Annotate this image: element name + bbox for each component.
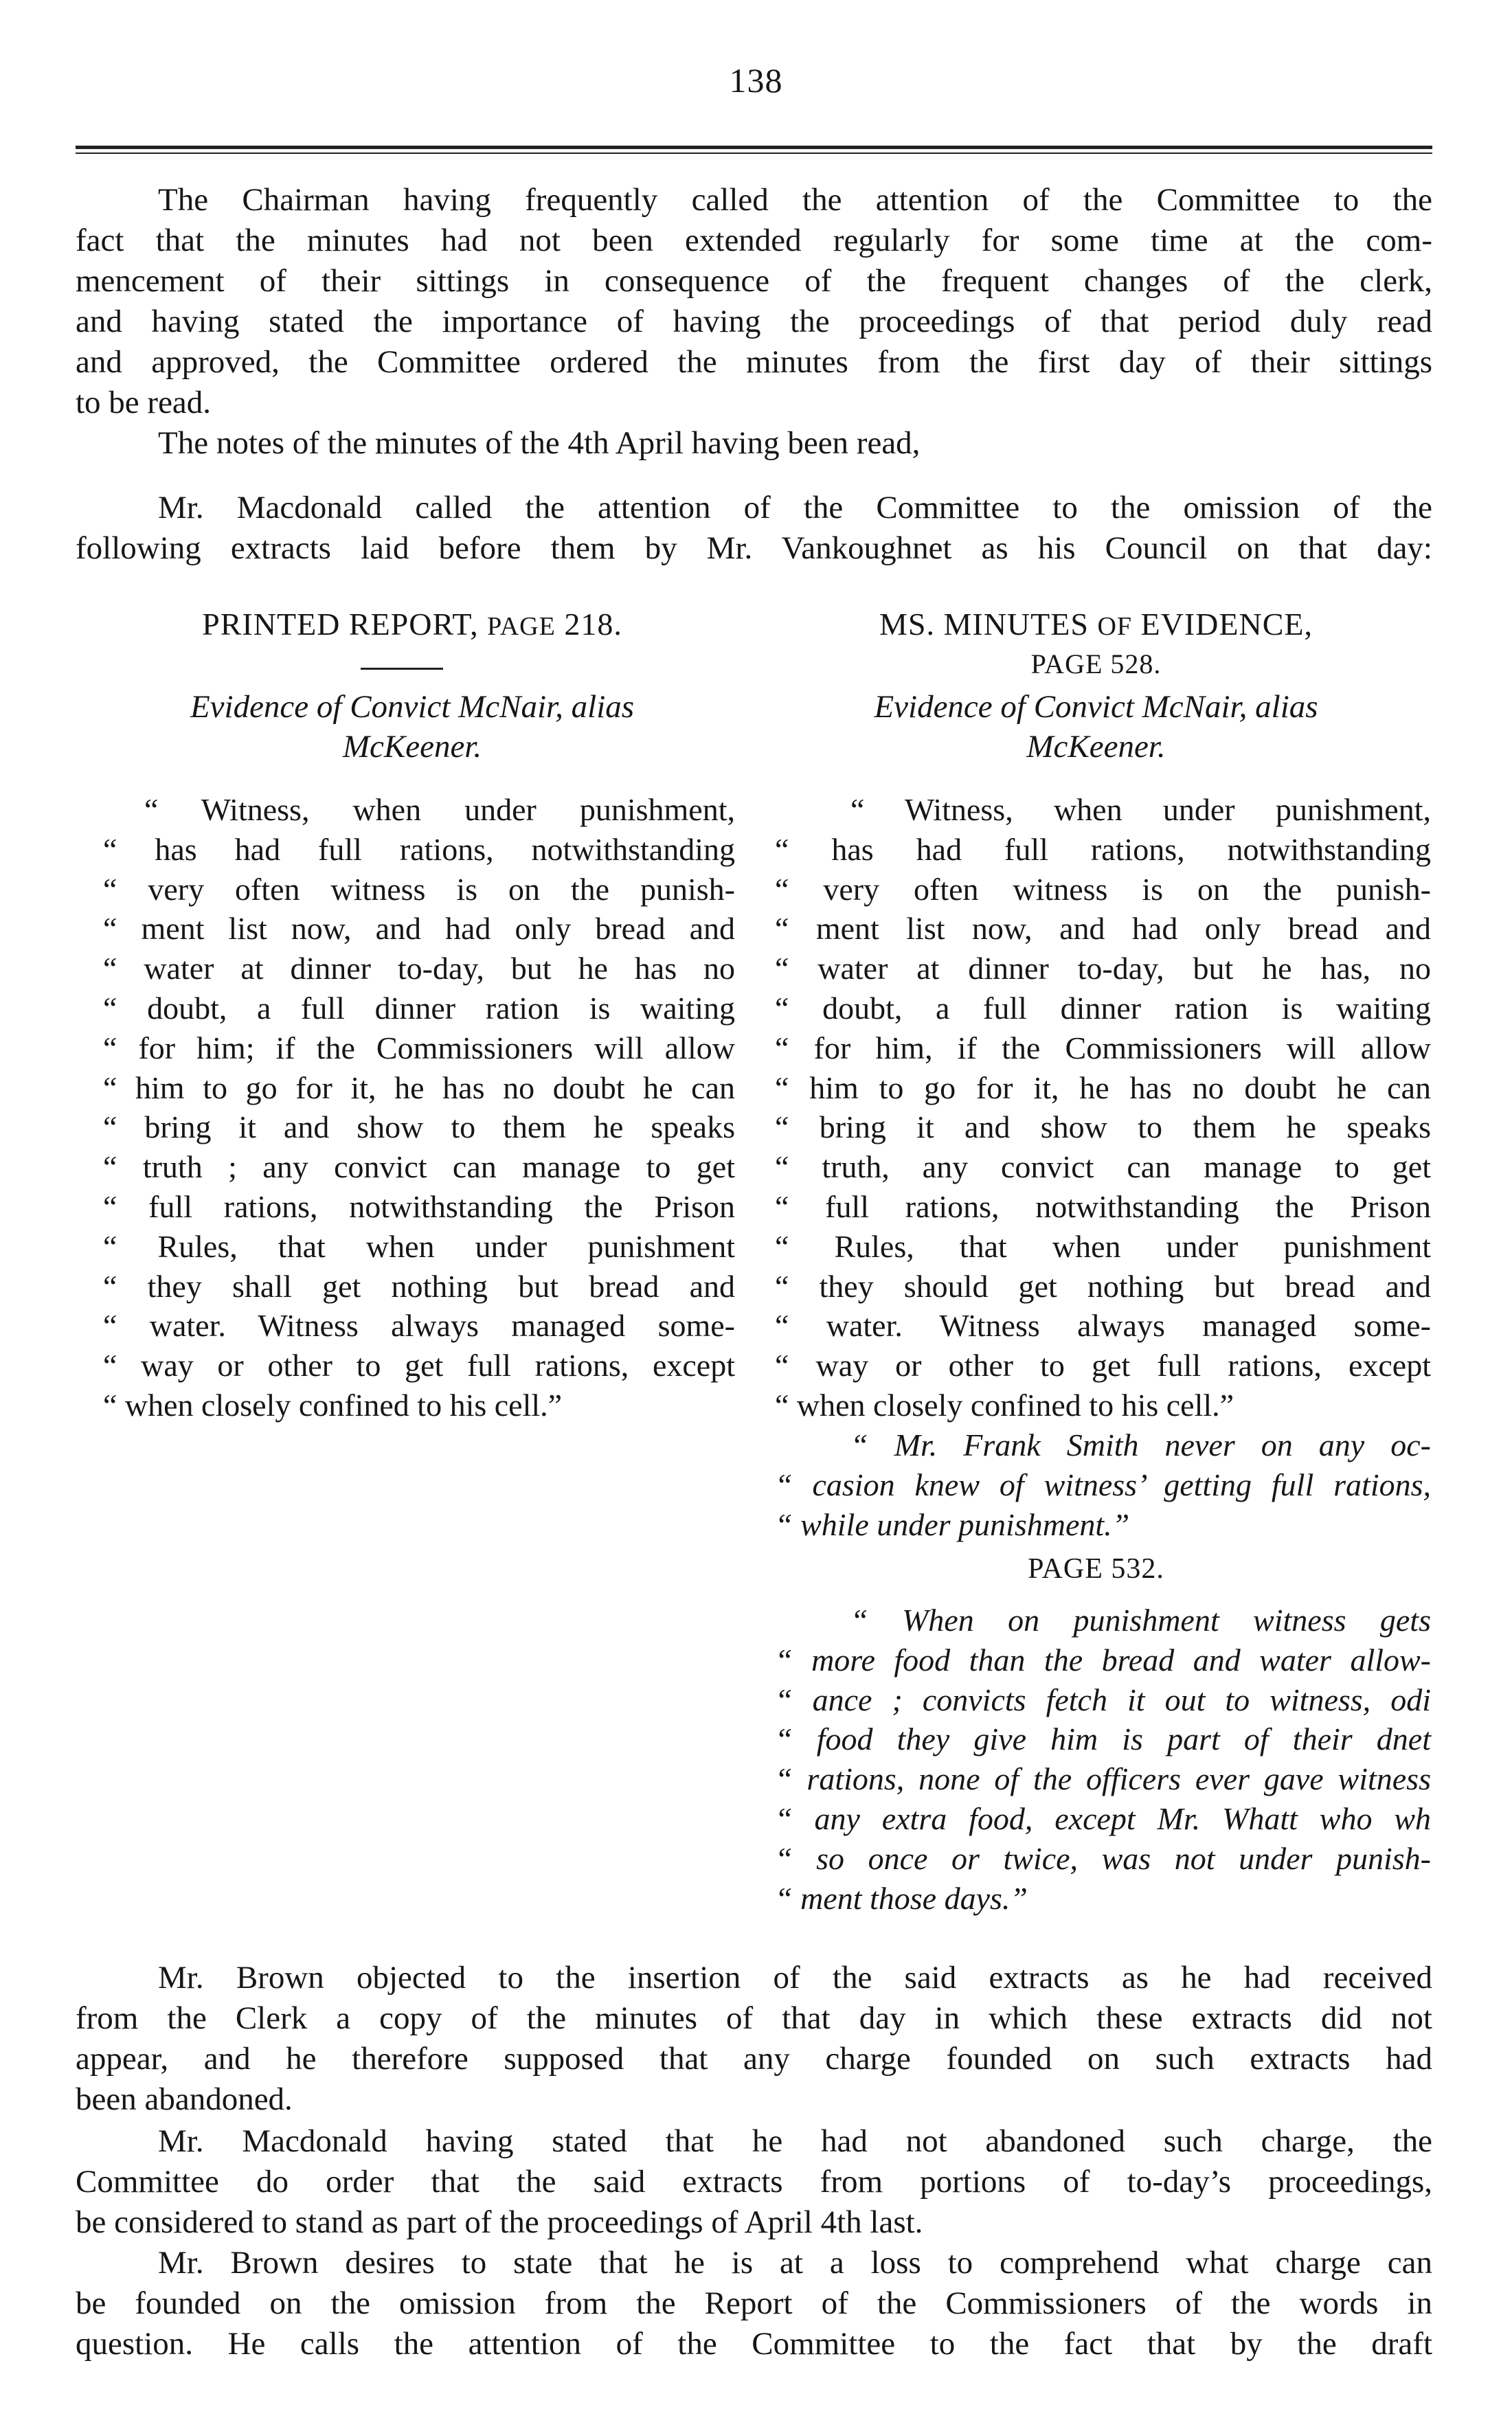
intro-paragraph <box>76 180 1432 464</box>
right-quote <box>775 790 1431 1425</box>
macdonald-line: following extracts laid before them by Mr. Vankoughnet as his Council on that day: <box>76 530 1432 566</box>
page-532-heading: PAGE 532. <box>1028 1553 1164 1585</box>
brown-paragraph <box>76 1958 1432 2120</box>
brown-statement-paragraph <box>76 2243 1432 2364</box>
quote-line: “ way or other to get full rations, except <box>103 1348 735 1383</box>
left-subhead: Evidence of Convict McNair, alias McKeener. <box>190 689 635 765</box>
page-number: 138 <box>729 61 783 100</box>
quote-line: “ water. Witness always managed some- <box>103 1308 735 1344</box>
statement-line: Mr. Brown desires to state that he is at a loss to comprehend what charge can <box>158 2245 1432 2281</box>
quote-line: “ for him; if the Commissioners will allow <box>103 1030 735 1065</box>
statement-line: question. He calls the attention of the Committee to the fact that by the draft <box>76 2326 1432 2362</box>
header-rule-thin <box>76 152 1432 154</box>
quote-line: “ so once or twice, was not under punish- <box>775 1840 1431 1876</box>
frank-smith-quote <box>775 1425 1431 1544</box>
brown-line: been abandoned. <box>76 2081 293 2117</box>
intro-line: and approved, the Committee ordered the minutes from the first day of their sittings <box>76 344 1432 380</box>
quote-line: “ Rules, that when under punishment <box>775 1228 1431 1264</box>
quote-line: “ bring it and show to them he speaks <box>775 1109 1431 1145</box>
quote-line: “ truth ; any convict can manage to get <box>103 1149 735 1185</box>
quote-line: “ water at dinner to-day, but he has no <box>103 951 735 986</box>
quote-line: “ him to go for it, he has no doubt he can <box>775 1070 1431 1105</box>
quote-line: “ doubt, a full dinner ration is waiting <box>103 990 735 1026</box>
header-rule-thick <box>76 146 1432 149</box>
notes-line: The notes of the minutes of the 4th April having been read, <box>158 425 921 461</box>
quote-line: “ ment list now, and had only bread and <box>775 911 1431 947</box>
intro-line: to be read. <box>76 385 212 420</box>
quote-line: “ very often witness is on the punish- <box>103 871 735 907</box>
quote-line: “ Rules, that when under punishment <box>103 1228 735 1264</box>
quote-line: “ rations, none of the officers ever gave witness <box>775 1761 1431 1797</box>
left-column-heading: PRINTED REPORT, PAGE 218. <box>202 607 622 642</box>
quote-line: “ has had full rations, notwithstanding <box>103 831 735 867</box>
intro-line: and having stated the importance of having the proceedings of that period duly read <box>76 304 1432 339</box>
right-subhead: Evidence of Convict McNair, alias McKeener. <box>874 689 1318 765</box>
quote-line: “ any extra food, except Mr. Whatt who wh <box>775 1800 1431 1836</box>
quote-line: “ when closely confined to his cell.” <box>103 1387 563 1423</box>
quote-line: “ while under punishment.” <box>775 1506 1130 1542</box>
macdonald-reply-paragraph <box>76 2121 1432 2243</box>
macdonald-line: Mr. Macdonald called the attention of the Committee to the omission of the <box>158 490 1432 526</box>
quote-line: “ Witness, when under punishment, <box>850 792 1431 827</box>
brown-line: from the Clerk a copy of the minutes of that day in which these extracts did not <box>76 2000 1432 2036</box>
quote-line: “ for him, if the Commissioners will allow <box>775 1030 1431 1065</box>
quote-line: “ when closely confined to his cell.” <box>775 1387 1234 1423</box>
quote-line: “ ment those days.” <box>775 1880 1028 1916</box>
brown-line: appear, and he therefore supposed that any charge founded on such extracts had <box>76 2041 1432 2077</box>
quote-line: “ When on punishment witness gets <box>850 1603 1431 1638</box>
quote-line: “ they should get nothing but bread and <box>775 1268 1431 1304</box>
intro-line: fact that the minutes had not been extended regularly for some time at the com- <box>76 223 1432 258</box>
quote-line: “ full rations, notwithstanding the Prison <box>103 1188 735 1224</box>
quote-line: “ Mr. Frank Smith never on any oc- <box>850 1427 1431 1462</box>
quote-line: “ more food than the bread and water allow- <box>775 1642 1431 1677</box>
quote-line: “ bring it and show to them he speaks <box>103 1109 735 1145</box>
reply-line: Mr. Macdonald having stated that he had not abandoned such charge, the <box>158 2123 1432 2159</box>
intro-line: mencement of their sittings in consequence of the frequent changes of the clerk, <box>76 263 1432 299</box>
brown-line: Mr. Brown objected to the insertion of the said extracts as he had received <box>158 1960 1432 1996</box>
quote-line: “ very often witness is on the punish- <box>775 871 1431 907</box>
quote-line: “ water. Witness always managed some- <box>775 1308 1431 1344</box>
quote-line: “ truth, any convict can manage to get <box>775 1149 1431 1185</box>
quote-line: “ water at dinner to-day, but he has, no <box>775 951 1431 986</box>
quote-line: “ way or other to get full rations, except <box>775 1348 1431 1383</box>
left-heading-rule <box>361 668 443 670</box>
quote-line: “ ment list now, and had only bread and <box>103 911 735 947</box>
quote-line: “ food they give him is part of their dnet <box>775 1721 1431 1757</box>
second-quote <box>775 1601 1431 1918</box>
quote-line: “ casion knew of witness’ getting full rations, <box>775 1467 1431 1502</box>
quote-line: “ doubt, a full dinner ration is waiting <box>775 990 1431 1026</box>
quote-line: “ Witness, when under punishment, <box>144 792 735 827</box>
statement-line: be founded on the omission from the Report of the Commissioners of the words in <box>76 2285 1432 2321</box>
reply-line: be considered to stand as part of the proceedings of April 4th last. <box>76 2204 923 2240</box>
quote-line: “ ance ; convicts fetch it out to witness, odi <box>775 1682 1431 1717</box>
quote-line: “ they shall get nothing but bread and <box>103 1268 735 1304</box>
reply-line: Committee do order that the said extracts from portions of to-day’s proceedings, <box>76 2164 1432 2200</box>
right-column-heading: MS. MINUTES OF EVIDENCE, <box>879 607 1313 642</box>
macdonald-paragraph <box>76 488 1432 569</box>
quote-line: “ him to go for it, he has no doubt he can <box>103 1070 735 1105</box>
intro-line: The Chairman having frequently called the attention of the Committee to the <box>158 182 1432 218</box>
quote-line: “ full rations, notwithstanding the Prison <box>775 1188 1431 1224</box>
quote-line: “ has had full rations, notwithstanding <box>775 831 1431 867</box>
right-heading-page: PAGE 528. <box>1030 648 1162 679</box>
left-quote <box>103 790 735 1425</box>
